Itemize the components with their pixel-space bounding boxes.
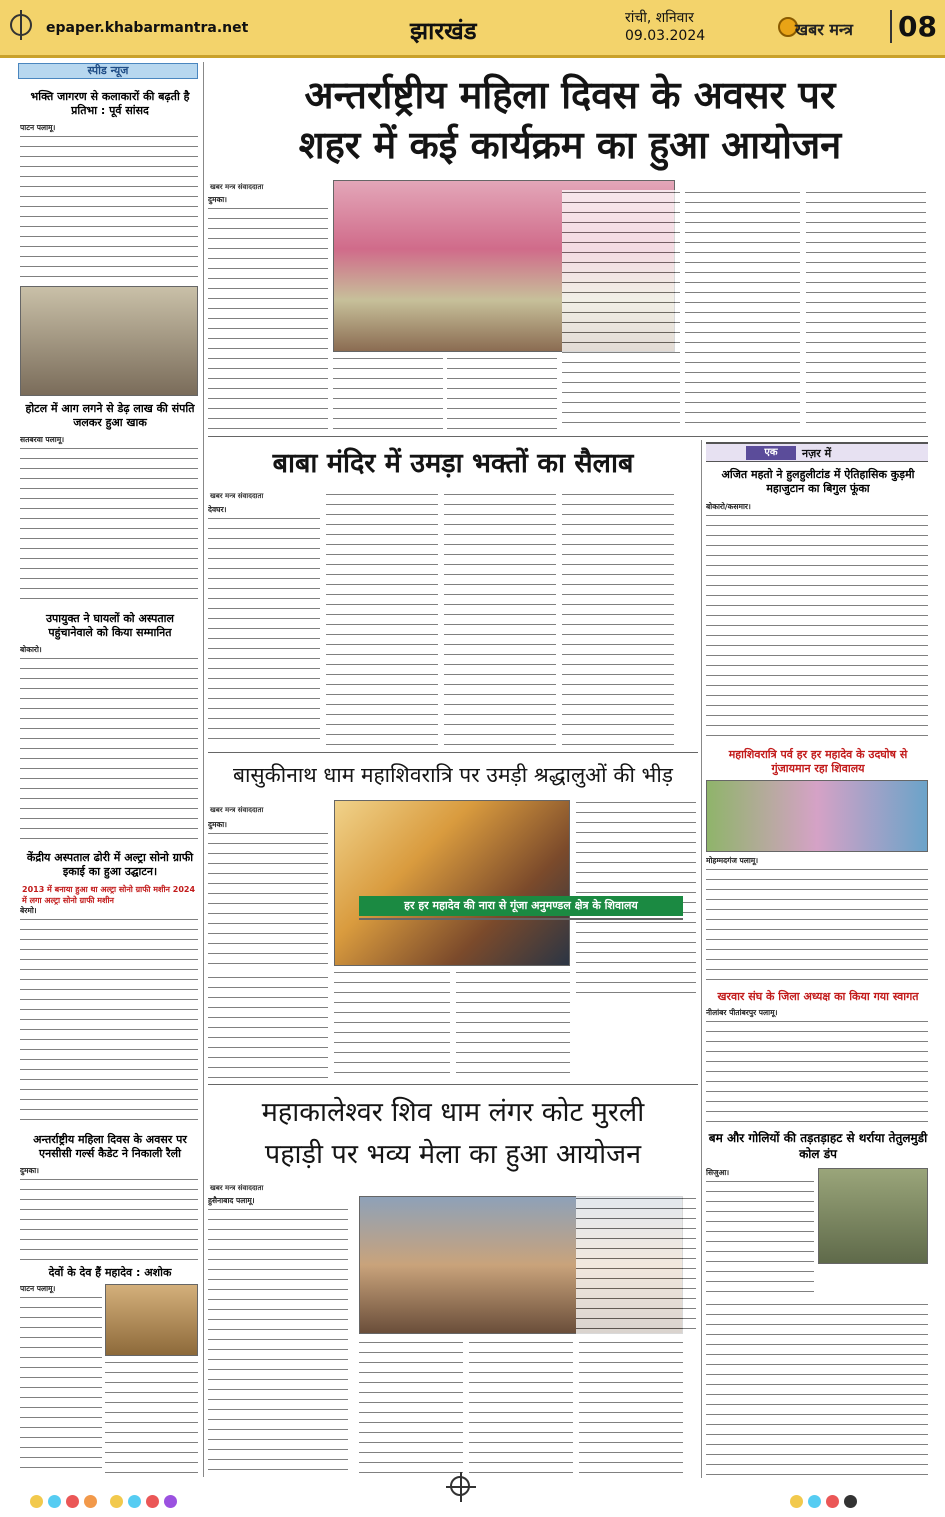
footer-registration-dot — [826, 1495, 839, 1508]
left-story-1-body: पाटन पलामू। — [20, 123, 198, 283]
section-rule — [208, 1084, 698, 1085]
page-header — [0, 0, 945, 58]
story3-body-col-4 — [456, 970, 570, 1078]
crop-mark-icon — [10, 14, 32, 36]
left-story-5-headline: अन्तर्राष्ट्रीय महिला दिवस के अवसर पर एनसीसी गर्ल्स कैडेट ने निकाली रैली — [33, 1133, 187, 1160]
lead-body-col-3 — [447, 356, 557, 430]
story2-body-col-3 — [444, 492, 556, 745]
right-story-4-photo — [818, 1168, 928, 1264]
footer-registration-dot — [164, 1495, 177, 1508]
lead-byline: खबर मन्त्र संवाददाता — [210, 183, 264, 191]
dateline-block — [625, 9, 705, 45]
story2-byline: खबर मन्त्र संवाददाता — [210, 492, 264, 500]
footer-registration-dot — [84, 1495, 97, 1508]
right-story-3-headline: खरवार संघ के जिला अध्यक्ष का किया गया स्वागत — [717, 990, 919, 1003]
left-story-4-quote: 2013 में बनाया हुआ था अल्ट्रा सोनो ग्राफी मशीन 2024 में लगा अल्ट्रा सोनो ग्राफी मशीन — [22, 885, 196, 905]
right-story-1-body: बोकारो/कसमार। — [706, 502, 928, 742]
story4-body-col-5 — [576, 1196, 696, 1336]
lead-headline: अन्तर्राष्ट्रीय महिला दिवस के अवसर पर शहर में कई कार्यक्रम का हुआ आयोजन — [298, 73, 842, 167]
story4-ribbon: हर हर महादेव की नारा से गूंजा अनुमण्डल क्षेत्र के शिवालय — [359, 896, 683, 916]
city-day: रांची, शनिवार — [625, 10, 694, 26]
story3-photo — [334, 800, 570, 966]
section-rule — [208, 436, 928, 437]
left-story-5-body: दुमका। — [20, 1166, 198, 1262]
ek-label: एक — [746, 446, 796, 460]
story2-body-col-2 — [326, 492, 438, 745]
left-story-6-headline: देवों के देव हैं महादेव : अशोक — [48, 1266, 172, 1279]
left-story-2-body: सतबरवा पलामू। — [20, 435, 198, 607]
left-story-6-body: पाटन पलामू। — [20, 1284, 102, 1474]
right-story-2-headline: महाशिवरात्रि पर्व हर हर महादेव के उदघोष से गुंजायमान रहा शिवालय — [728, 748, 908, 775]
story3-headline: बासुकीनाथ धाम महाशिवरात्रि पर उमड़ी श्रद्धालुओं की भीड़ — [233, 763, 673, 787]
story2-body-col-1: देवघर। — [208, 505, 320, 745]
left-story-4-headline: केंद्रीय अस्पताल ढोरी में अल्ट्रा सोनो ग्राफी इकाई का हुआ उद्घाटन। — [26, 851, 194, 878]
column-divider — [203, 62, 204, 1477]
footer-registration-dot — [790, 1495, 803, 1508]
footer-registration-dot — [110, 1495, 123, 1508]
story3-body-col-3 — [334, 970, 450, 1078]
story3-body-col-5 — [208, 975, 328, 1078]
right-story-3-body: नीलांबर पीतांबरपुर पलामू। — [706, 1008, 928, 1124]
footer-registration-dot — [844, 1495, 857, 1508]
right-story-4-body: सिजुआ। — [706, 1168, 814, 1298]
story4-body-col-2 — [359, 1340, 463, 1476]
story2-headline: बाबा मंदिर में उमड़ा भक्तों का सैलाब — [272, 448, 634, 479]
issue-date: 09.03.2024 — [625, 28, 706, 44]
footer-registration-dot — [808, 1495, 821, 1508]
story4-body-col-3 — [469, 1340, 573, 1476]
column-divider — [701, 440, 702, 1478]
right-story-1-headline: अजित महतो ने हुलहुलीटांड में ऐतिहासिक कुड़मी महाजुटान का बिगुल फूंका — [721, 468, 915, 495]
right-story-4-body-cont — [706, 1302, 928, 1476]
lead-body-col-6 — [806, 190, 926, 430]
page-number: 08 — [890, 10, 937, 43]
lead-body-col-4 — [562, 190, 680, 430]
right-story-4-headline: बम और गोलियों की तड़तड़ाहट से थर्राया तेतुलमुडी कोल डंप — [708, 1131, 928, 1161]
section-rule — [208, 752, 698, 753]
left-story-6-photo — [105, 1284, 198, 1356]
footer-registration-dot — [30, 1495, 43, 1508]
story3-byline: खबर मन्त्र संवाददाता — [210, 806, 264, 814]
right-story-2-body: मोहम्मदगंज पलामू। — [706, 856, 928, 984]
story4-headline: महाकालेश्वर शिव धाम लंगर कोट मुरली पहाड़ी पर भव्य मेला का हुआ आयोजन — [261, 1097, 645, 1170]
nazar-label: नज़र में — [802, 447, 832, 460]
story3-body-col-1: दुमका। — [208, 820, 328, 970]
registration-mark-icon — [450, 1476, 470, 1496]
story2-body-col-4 — [562, 492, 674, 745]
left-story-6-body-cont — [105, 1360, 198, 1474]
lead-body-col-1: दुमका। — [208, 195, 328, 430]
footer-registration-dot — [128, 1495, 141, 1508]
ek-nazar-label — [706, 442, 928, 462]
story4-body-col-1: हुसैनाबाद पलामू। — [208, 1196, 348, 1476]
lead-body-col-5 — [685, 190, 800, 430]
left-story-2-headline: होटल में आग लगने से डेढ़ लाख की संपति जलकर हुआ खाक — [25, 402, 195, 429]
left-story-3-headline: उपायुक्त ने घायलों को अस्पताल पहुंचानेवाले को किया सम्मानित — [46, 612, 174, 639]
lead-body-col-2 — [333, 356, 443, 430]
story4-byline: खबर मन्त्र संवाददाता — [210, 1184, 264, 1192]
left-story-4-body: बेरमो। — [20, 906, 198, 1128]
site-url[interactable]: epaper.khabarmantra.net — [46, 20, 249, 36]
speed-news-label: स्पीड न्यूज — [18, 63, 198, 79]
brand-name: खबर मन्त्र — [795, 20, 853, 39]
left-story-3-body: बोकारो। — [20, 645, 198, 845]
footer-registration-dot — [48, 1495, 61, 1508]
story4-body-col-4 — [579, 1340, 683, 1476]
footer-registration-dot — [146, 1495, 159, 1508]
right-story-2-photo — [706, 780, 928, 852]
left-story-1-photo — [20, 286, 198, 396]
footer-registration-dot — [66, 1495, 79, 1508]
section-title: झारखंड — [410, 17, 477, 45]
left-story-1-headline: भक्ति जागरण से कलाकारों की बढ़ती है प्रतिभा : पूर्व सांसद — [30, 90, 190, 117]
page-footer — [0, 1487, 945, 1517]
